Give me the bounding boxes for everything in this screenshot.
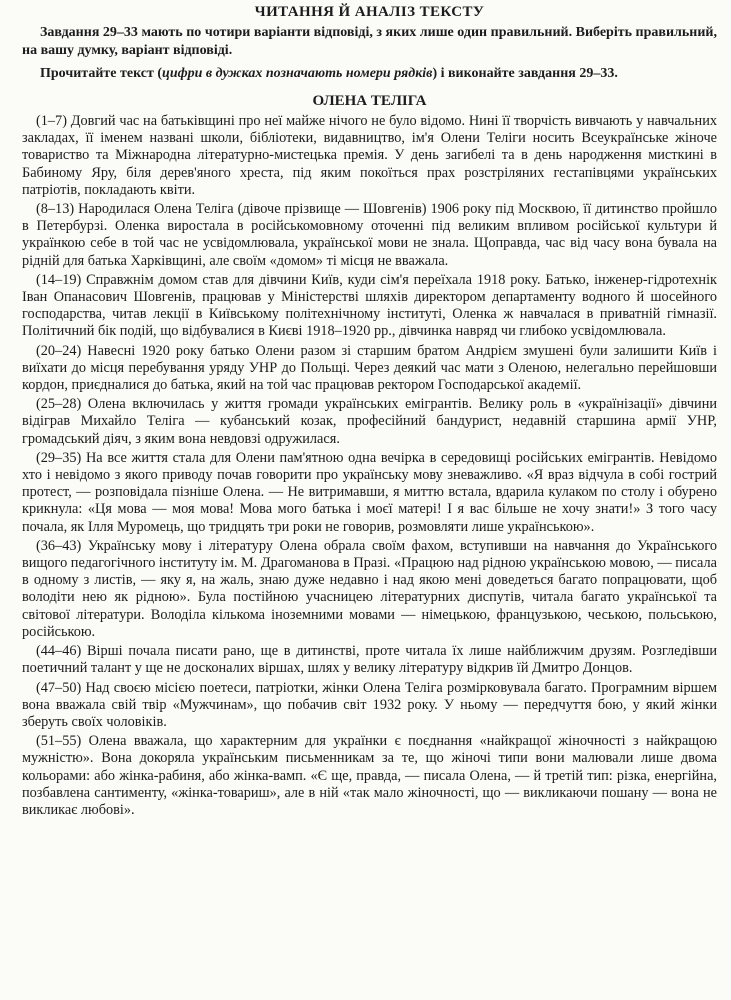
paragraph-10: (51–55) Олена вважала, що характерним для українки є поєднання «найкращої жіночності з найкращою мужністю». Вона докоряла українським письменникам за те, що жіночі типи вони малювали лише двома кольорами: або жінка-рабиня, або жінка-вамп. «Є ще, правда, — писала Олена, — й третій тип: різка, енергійна, позбавлена сантименту, «жінка-товариш», але в ній «так мало жіночності, що — викликаючи пошану — вона не викликає любові».: [22, 733, 717, 818]
paragraph-2: (8–13) Народилася Олена Теліга (дівоче прізвище — Шовгенів) 1906 року під Москвою, її дитинство пройшло в Петербурзі. Оленка виростала в російськомовному оточенні під великим впливом російської культури й українкою себе в той час не усвідомлювала, української мови не знала. Щоправда, час від часу вона бувала на рідній для батька Харківщині, але своїм «домом» ті місця не вважала.: [22, 201, 717, 269]
paragraph-9: (47–50) Над своєю місією поетеси, патріотки, жінки Олена Теліга розмірковувала багато. Програмним віршем вона вважала свій твір «Мужчинам», що побачив світ 1932 року. У ньому — передчуття бою, у який жінки зберуть своїх чоловіків.: [22, 679, 717, 730]
paragraph-7: (36–43) Українську мову і літературу Олена обрала своїм фахом, вступивши на навчання до Українського вищого педагогічного інституту ім. М. Драгоманова в Празі. «Працюю над рідною українською мовою, — писала в одному з листів, — яку я, на жаль, знаю дуже недавно і над якою мені доведеться багато попрацювати, щоб володіти нею як рідною». Була постійною учасницею літературних диспутів, читала багато української та світової літератури. Володіла кількома іноземними мовами — німецькою, французькою, чеською, польською, російською.: [22, 537, 717, 640]
section-title: ЧИТАННЯ Й АНАЛІЗ ТЕКСТУ: [254, 4, 485, 20]
task-instructions: Завдання 29–33 мають по чотири варіанти відповіді, з яких лише один правильний. Виберіть правильний, на вашу думку, варіант відповіді.: [22, 25, 717, 58]
paragraph-1: (1–7) Довгий час на батьківщині про неї майже нічого не було відомо. Нині її творчість вивчають у навчальних закладах, її іменем названі школи, бібліотеки, видавництво, ім'я Олени Теліги носить Всеукраїнське жіноче товариство та Міжнародна літературно-мистецька премія. У день загибелі та в день народження мисткині в Бабиному Яру, біля дерев'яного хреста, під яким покоїться прах розстріляних гестапівцями українських патріотів, покладають квіти.: [22, 113, 717, 198]
paragraph-3: (14–19) Справжнім домом став для дівчини Київ, куди сім'я переїхала 1918 року. Батько, інженер-гідротехнік Іван Опанасович Шовгенів, працював у Міністерстві шляхів директором департаменту водного й шосейного господарства, читав лекції в Київському політехнічному інституті, Оленка ж навчалася в приватній гімназії. Політичний бік подій, що відбувалися в Києві 1918–1920 рр., дівчинка навряд чи глибоко усвідомлювала.: [22, 271, 717, 340]
reading-instructions-note: цифри в дужках позначають номери рядків: [162, 66, 433, 81]
reading-instructions-end: ) і виконайте завдання 29–33.: [432, 66, 618, 81]
paragraph-4: (20–24) Навесні 1920 року батько Олени разом зі старшим братом Андрієм змушені були залишити Київ і виїхати до місця перебування уряду УНР до Польщі. Через деякий час мати з Оленою, нелегально перейшовши кордон, приєдналися до батька, який на той час працював ректором Господарської академії.: [22, 342, 717, 394]
paragraph-5: (25–28) Олена включилась у життя громади українських емігрантів. Велику роль в «українізації» дівчини відіграв Михайло Теліга — кубанський козак, професійний бандурист, недавній старшина армії УНР, громадський діяч, з яким вона невдовзі одружилася.: [22, 396, 717, 447]
reading-instructions-start: Прочитайте текст (: [40, 66, 163, 81]
paragraph-6: (29–35) На все життя стала для Олени пам'ятною одна вечірка в середовищі російських емігрантів. Невідомо хто і невідомо з якого приводу почав говорити про українську мову зневажливо. «Я враз відчула в собі гострий протест, — розповідала пізніше Олена. — Не витримавши, я миттю встала, вдарила кулаком по столу і обурено крикнула: «Ця мова — моя мова! Мова мого батька і моєї матері! І я вас більше не хочу знати!» З того часу почала, як Ілля Муромець, що тридцять три роки не говорив, розмовляти лише українською».: [22, 449, 717, 535]
text-title: ОЛЕНА ТЕЛІГА: [312, 93, 427, 109]
paragraph-8: (44–46) Вірші почала писати рано, ще в дитинстві, проте читала їх лише найближчим друзям. Розгледівши поетичний талант у ще не досконалих віршах, шлях у велику літературу відкрив їй Дмитро Донцов.: [22, 643, 717, 677]
reading-instructions: [22, 65, 717, 83]
